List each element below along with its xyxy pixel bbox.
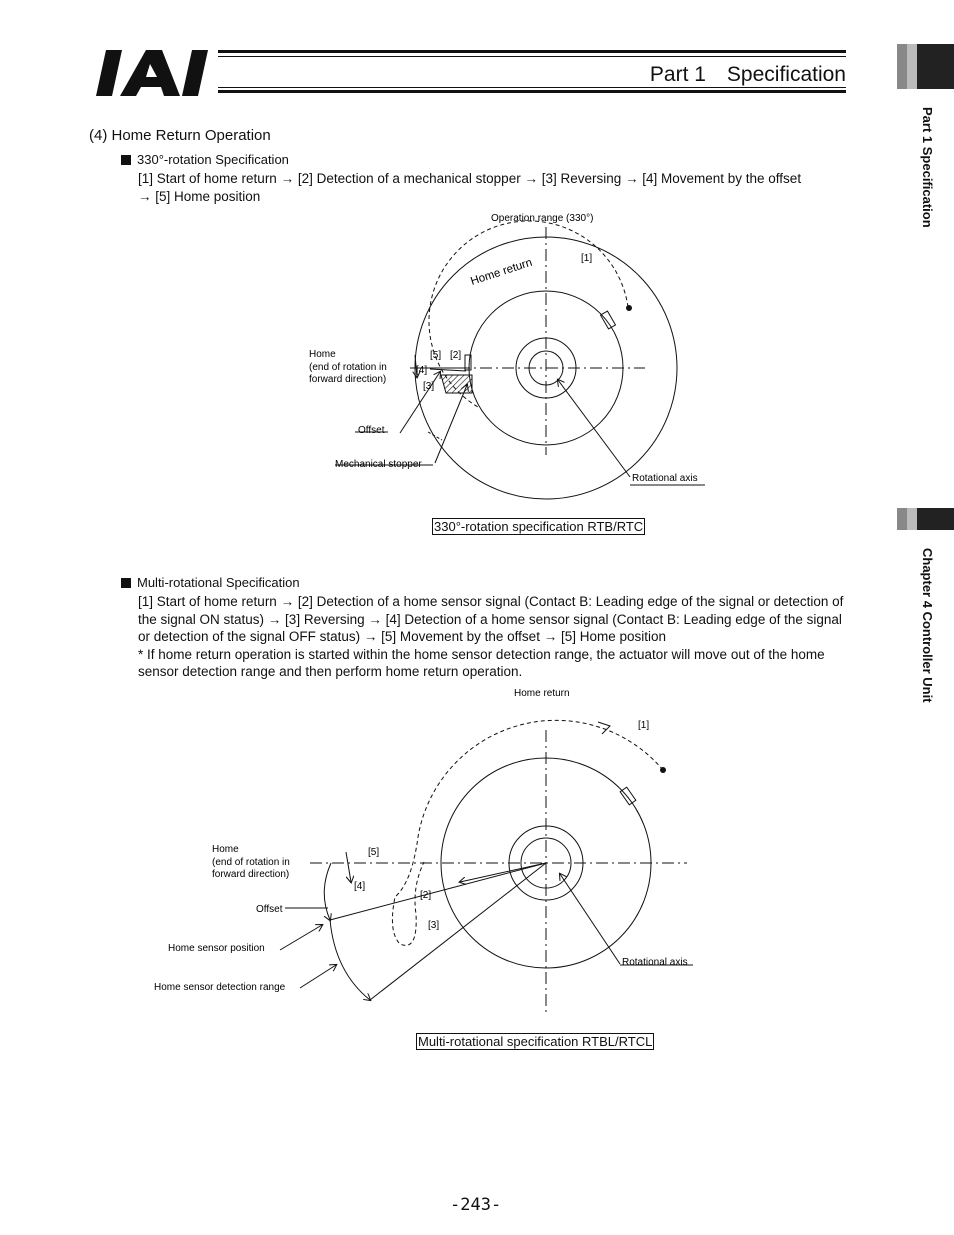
section-title: (4) Home Return Operation [89, 127, 271, 144]
iai-logo [96, 50, 214, 96]
fig2-offset-label: Offset [256, 904, 283, 915]
fig1-step1: [1] [581, 253, 593, 264]
fig2-home-return-label: Home return [514, 688, 570, 699]
fig2-step3: [3] [428, 920, 440, 931]
side-tab-part: Part 1 Specification [920, 107, 935, 228]
fig1-step2: [2] [450, 350, 462, 361]
bullet-multi-heading: Multi-rotational Specification [121, 575, 300, 590]
fig2-home-sensor-range-label: Home sensor detection range [154, 982, 286, 993]
fig2-rotational-axis-label: Rotational axis [622, 957, 688, 968]
side-tab-chapter: Chapter 4 Controller Unit [920, 548, 935, 703]
figure-multi-rotational [150, 682, 710, 1022]
bullet-330-heading: 330°-rotation Specification [121, 152, 289, 167]
fig1-caption: 330°-rotation specification RTB/RTC [434, 519, 644, 534]
steps-330: [1] Start of home return → [2] Detection of a mechanical stopper → [3] Reversing → [4] Movement by the offset → [5] Home position [138, 171, 802, 204]
fig2-home-sensor-position-label: Home sensor position [168, 943, 265, 954]
fig2-caption: Multi-rotational specification RTBL/RTCL [418, 1034, 653, 1049]
fig2-step1: [1] [638, 720, 650, 731]
fig1-step4: [4] [416, 365, 428, 376]
steps-multi: [1] Start of home return → [2] Detection of a home sensor signal (Contact B: Leading edge of the signal or detection of the signal ON status) → [3] Reversing → [4] Detection of a home sensor signal (Contact B: Leading edge of the signal or detection of the signal OFF status) → [5] Movement by the offset → [5] Home position * If home return operation is started within the home sensor detection range, the actuator will move out of the home sensor detection range and then perform home return operation. [138, 594, 844, 679]
fig2-step2: [2] [420, 890, 432, 901]
fig1-home-label-3: forward direction) [309, 374, 387, 385]
square-bullet-icon [121, 155, 131, 165]
square-bullet-icon [121, 578, 131, 588]
fig1-step3: [3] [423, 381, 435, 392]
fig1-mechanical-stopper-label: Mechanical stopper [335, 459, 422, 470]
fig1-home-label: Home [309, 349, 336, 360]
fig1-operation-range-label: Operation range (330°) [491, 213, 594, 224]
header-rule [218, 50, 846, 53]
figure-330-rotation [300, 205, 720, 505]
fig1-step5: [5] [430, 350, 442, 361]
fig2-step4: [4] [354, 881, 366, 892]
fig2-step5: [5] [368, 847, 380, 858]
part-tab-marker [897, 44, 954, 89]
header-rule [218, 56, 846, 57]
fig1-home-label-2: (end of rotation in [309, 362, 387, 373]
chapter-tab-marker [897, 508, 954, 530]
page-number: -243- [450, 1195, 502, 1215]
fig2-home-label-3: forward direction) [212, 869, 290, 880]
fig2-home-label-2: (end of rotation in [212, 857, 290, 868]
part-title: Part 1 Specification [649, 63, 846, 86]
fig1-rotational-axis-label: Rotational axis [632, 473, 698, 484]
header-rule [218, 90, 846, 93]
fig1-home-return-label: Home return [469, 256, 534, 288]
fig2-home-label: Home [212, 844, 239, 855]
fig1-offset-label: Offset [358, 425, 385, 436]
